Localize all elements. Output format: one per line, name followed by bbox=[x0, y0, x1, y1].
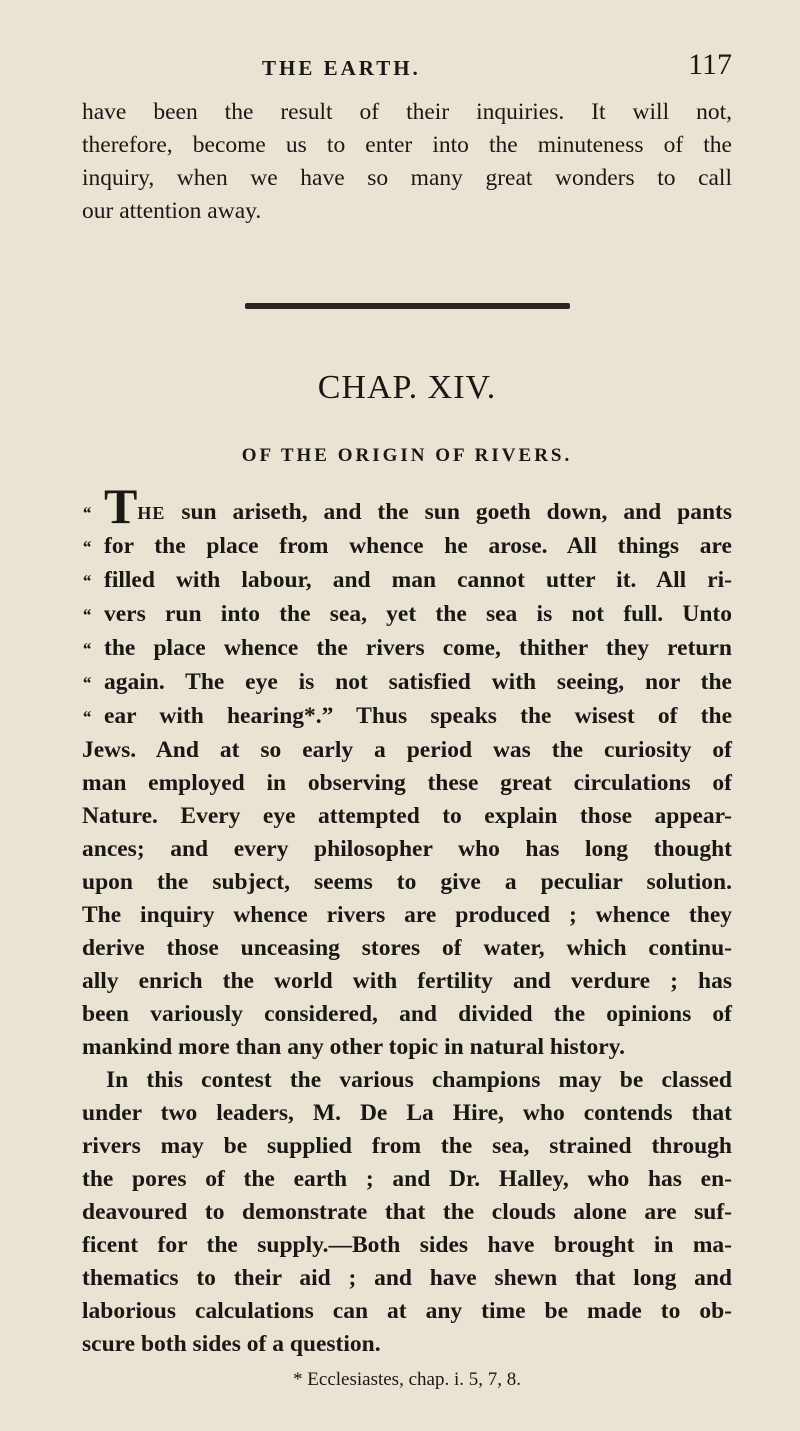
quote-mark: “ bbox=[82, 639, 91, 659]
footnote: * Ecclesiastes, chap. i. 5, 7, 8. bbox=[293, 1369, 521, 1390]
running-title: THE EARTH. bbox=[262, 56, 421, 80]
text-line: rivers may be supplied from the sea, strained through bbox=[82, 1133, 732, 1159]
text-line: Nature. Every eye attempted to explain those appear- bbox=[82, 803, 732, 829]
opening-paragraph bbox=[82, 478, 733, 1064]
quote-line-text: the place whence the rivers come, thither they return bbox=[104, 635, 732, 661]
drop-cap: T bbox=[104, 478, 138, 534]
text-line bbox=[82, 632, 732, 666]
running-header bbox=[82, 0, 732, 96]
page-number: 117 bbox=[688, 48, 732, 81]
text-line: thematics to their aid ; and have shewn that long and bbox=[82, 1265, 732, 1291]
quote-mark: “ bbox=[82, 537, 91, 557]
quote-mark: “ bbox=[82, 571, 91, 591]
text-line: ally enrich the world with fertility and verdure ; has bbox=[82, 968, 732, 994]
quote-line-text: sun ariseth, and the sun goeth down, and pants bbox=[181, 499, 733, 525]
text-line bbox=[82, 478, 733, 534]
chapter-body bbox=[82, 478, 733, 1361]
text-line: ficent for the supply.—Both sides have brought in ma- bbox=[82, 1232, 732, 1258]
quote-mark: “ bbox=[82, 673, 91, 693]
text-line: ances; and every philosopher who has long thought bbox=[82, 836, 732, 862]
quote-line-text: again. The eye is not satisfied with seeing, nor the bbox=[104, 669, 732, 695]
text-line: the pores of the earth ; and Dr. Halley, who has en- bbox=[82, 1166, 732, 1192]
quote-line-text: filled with labour, and man cannot utter it. All ri- bbox=[104, 567, 732, 593]
quote-line-text: vers run into the sea, yet the sea is not full. Unto bbox=[104, 601, 732, 627]
text-line: have been the result of their inquiries. It will not, bbox=[82, 99, 732, 125]
text-line: laborious calculations can at any time be made to ob- bbox=[82, 1298, 732, 1324]
text-line: therefore, become us to enter into the minuteness of the bbox=[82, 132, 732, 158]
text-line: inquiry, when we have so many great wonders to call bbox=[82, 165, 732, 191]
section-divider-rule bbox=[245, 303, 570, 309]
continuation-paragraph bbox=[82, 96, 732, 228]
text-line bbox=[82, 700, 732, 734]
text-line: upon the subject, seems to give a peculiar solution. bbox=[82, 869, 732, 895]
quote-mark: “ bbox=[82, 503, 91, 523]
text-line: In this contest the various champions may be classed bbox=[106, 1067, 732, 1093]
first-word-rest: HE bbox=[137, 503, 166, 523]
text-line: derive those unceasing stores of water, which continu- bbox=[82, 935, 732, 961]
text-line: been variously considered, and divided the opinions of bbox=[82, 1001, 732, 1027]
quote-line-text: ear with hearing*.” Thus speaks the wisest of the bbox=[104, 703, 732, 729]
quote-mark: “ bbox=[82, 605, 91, 625]
text-line: scure both sides of a question. bbox=[82, 1331, 381, 1357]
text-line: The inquiry whence rivers are produced ; whence they bbox=[82, 902, 732, 928]
chapter-title: OF THE ORIGIN OF RIVERS. bbox=[241, 445, 573, 466]
chapter-number: CHAP. XIV. bbox=[317, 369, 497, 406]
text-line bbox=[82, 530, 732, 564]
text-line: Jews. And at so early a period was the curiosity of bbox=[82, 737, 732, 763]
second-paragraph bbox=[82, 1064, 732, 1361]
text-line: our attention away. bbox=[82, 198, 262, 224]
text-line: under two leaders, M. De La Hire, who contends that bbox=[82, 1100, 732, 1126]
text-line bbox=[82, 666, 732, 700]
quote-line-text: for the place from whence he arose. All things are bbox=[104, 533, 732, 559]
text-line: mankind more than any other topic in natural history. bbox=[82, 1034, 625, 1060]
text-line bbox=[82, 564, 732, 598]
text-line: man employed in observing these great circulations of bbox=[82, 770, 732, 796]
text-line bbox=[82, 598, 732, 632]
text-line: deavoured to demonstrate that the clouds alone are suf- bbox=[82, 1199, 732, 1225]
quote-mark: “ bbox=[82, 707, 91, 727]
